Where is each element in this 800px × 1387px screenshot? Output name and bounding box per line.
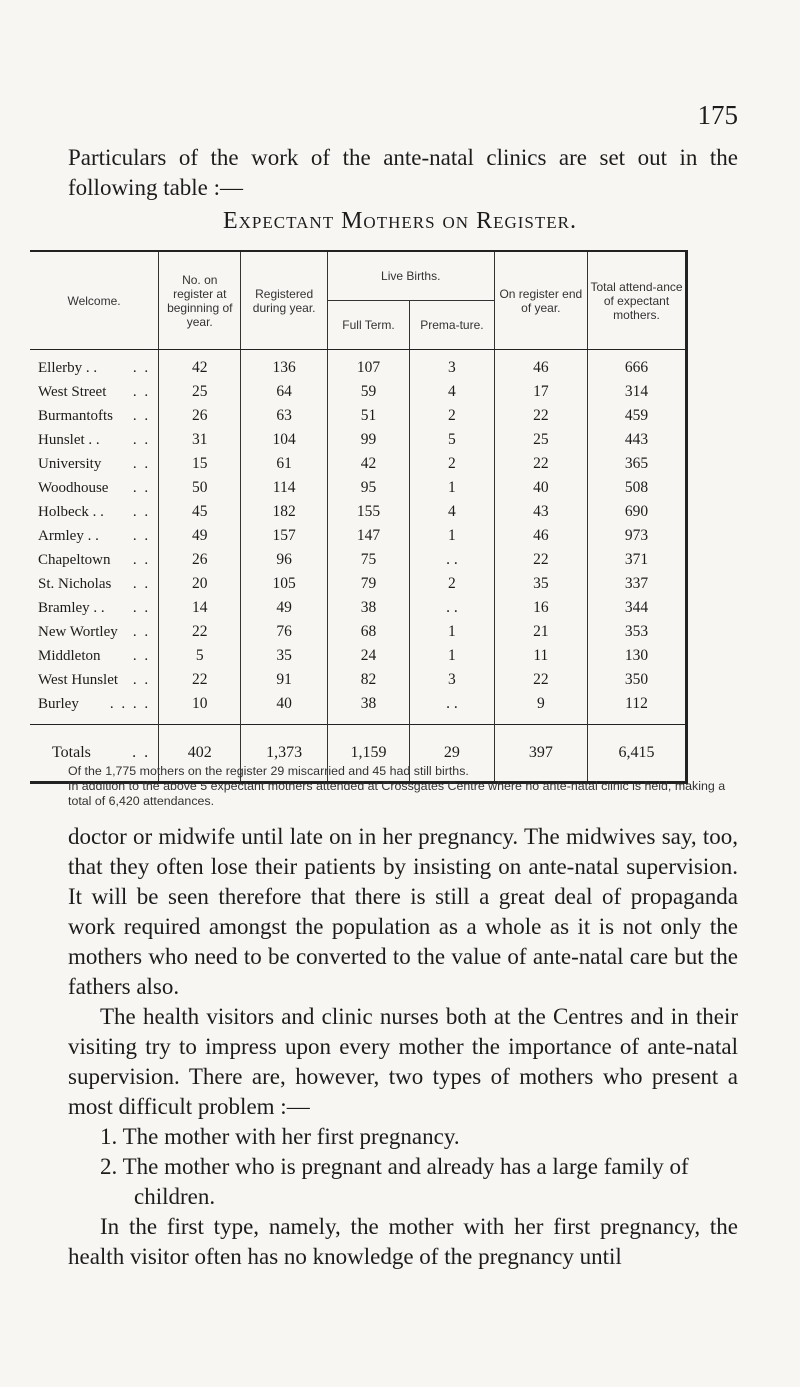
cell-full-term: 79 (327, 572, 409, 596)
cell-on-register-end: 25 (494, 428, 587, 452)
cell-registered: 35 (241, 644, 327, 668)
cell-no-on-register: 50 (159, 476, 241, 500)
welcome-name: Totals (52, 744, 91, 761)
cell-on-register-end: 22 (494, 548, 587, 572)
cell-total-attendance: 314 (588, 380, 685, 404)
cell-total-attendance: 371 (588, 548, 685, 572)
list-item: 1. The mother with her first pregnancy. (100, 1124, 460, 1149)
list-item: 2. The mother who is pregnant and already has a large family of children. (100, 1154, 689, 1209)
leader-dots: . . (132, 599, 151, 616)
cell-registered: 61 (241, 452, 327, 476)
cell-no-on-register: 14 (159, 596, 241, 620)
intro-paragraph: Particulars of the work of the ante-natal clinics are set out in the following table :— (68, 145, 738, 200)
cell-welcome (30, 620, 159, 644)
cell-on-register-end: 22 (494, 668, 587, 692)
cell-no-on-register: 26 (159, 404, 241, 428)
cell-full-term: 75 (327, 548, 409, 572)
cell-full-term: 42 (327, 452, 409, 476)
cell-registered: 114 (241, 476, 327, 500)
cell-full-term: 59 (327, 380, 409, 404)
welcome-name: West Hunslet (38, 671, 119, 688)
table-row (30, 404, 685, 428)
cell-premature: . . (410, 692, 494, 725)
header-premature: Prema-ture. (410, 301, 494, 350)
cell-total-attendance: 6,415 (588, 725, 685, 782)
cell-welcome (30, 428, 159, 452)
cell-welcome (30, 596, 159, 620)
welcome-name: Armley . . (38, 527, 99, 544)
cell-premature: 3 (410, 668, 494, 692)
cell-registered: 49 (241, 596, 327, 620)
body-paragraph-3: In the first type, namely, the mother with her first pregnancy, the health visitor often has no knowledge of the pregnancy until (68, 1214, 738, 1269)
cell-premature: 2 (410, 572, 494, 596)
cell-welcome (30, 692, 159, 725)
body-paragraph-2: The health visitors and clinic nurses both at the Centres and in their visiting try to impress upon every mother the importance of ante-natal supervision. There are, however, two types of mothers who present a most difficult problem :— (68, 1004, 738, 1119)
header-no-on-register: No. on register at beginning of year. (159, 252, 241, 350)
cell-full-term: 51 (327, 404, 409, 428)
cell-registered: 76 (241, 620, 327, 644)
cell-welcome (30, 452, 159, 476)
table-row (30, 572, 685, 596)
header-live-births: Live Births. (327, 252, 494, 301)
cell-premature: 1 (410, 644, 494, 668)
cell-no-on-register: 22 (159, 668, 241, 692)
welcome-name: Burley (38, 695, 79, 712)
table-row (30, 524, 685, 548)
problem-types-list (68, 1122, 738, 1212)
cell-premature: 3 (410, 350, 494, 381)
cell-full-term: 1,159 (327, 725, 409, 782)
leader-dots: . . (132, 551, 151, 568)
cell-total-attendance: 130 (588, 644, 685, 668)
cell-on-register-end: 21 (494, 620, 587, 644)
leader-dots: . . . . (109, 695, 151, 712)
welcome-name: Bramley . . (38, 599, 105, 616)
cell-total-attendance: 508 (588, 476, 685, 500)
cell-registered: 91 (241, 668, 327, 692)
cell-on-register-end: 46 (494, 350, 587, 381)
welcome-name: Ellerby . . (38, 359, 98, 376)
cell-on-register-end: 46 (494, 524, 587, 548)
cell-welcome (30, 548, 159, 572)
cell-on-register-end: 40 (494, 476, 587, 500)
cell-full-term: 24 (327, 644, 409, 668)
table-row (30, 668, 685, 692)
cell-premature: . . (410, 548, 494, 572)
cell-no-on-register: 26 (159, 548, 241, 572)
cell-full-term: 147 (327, 524, 409, 548)
cell-full-term: 38 (327, 596, 409, 620)
cell-registered: 64 (241, 380, 327, 404)
cell-total-attendance: 973 (588, 524, 685, 548)
table-row (30, 644, 685, 668)
welcome-name: Hunslet . . (38, 431, 100, 448)
welcome-name: University (38, 455, 102, 472)
cell-no-on-register: 15 (159, 452, 241, 476)
cell-full-term: 38 (327, 692, 409, 725)
header-welcome: Welcome. (30, 252, 159, 350)
header-on-register-end: On register end of year. (494, 252, 587, 350)
cell-registered: 136 (241, 350, 327, 381)
welcome-name: Woodhouse (38, 479, 109, 496)
header-full-term: Full Term. (327, 301, 409, 350)
cell-on-register-end: 22 (494, 452, 587, 476)
leader-dots: . . (132, 431, 151, 448)
footnote-2: In addition to the above 5 expectant mothers attended at Crossgates Centre where no ante-natal clinic is held, making a total of 6,420 attendances. (68, 779, 726, 808)
header-registered: Registered during year. (241, 252, 327, 350)
cell-welcome (30, 380, 159, 404)
cell-registered: 182 (241, 500, 327, 524)
cell-full-term: 155 (327, 500, 409, 524)
leader-dots: . . (132, 479, 151, 496)
cell-full-term: 107 (327, 350, 409, 381)
cell-registered: 104 (241, 428, 327, 452)
cell-total-attendance: 666 (588, 350, 685, 381)
cell-full-term: 68 (327, 620, 409, 644)
cell-no-on-register: 25 (159, 380, 241, 404)
cell-premature: 1 (410, 524, 494, 548)
table-row (30, 500, 685, 524)
cell-total-attendance: 112 (588, 692, 685, 725)
leader-dots: . . (132, 744, 151, 761)
cell-total-attendance: 690 (588, 500, 685, 524)
table-row (30, 350, 685, 381)
cell-no-on-register: 10 (159, 692, 241, 725)
cell-no-on-register: 45 (159, 500, 241, 524)
leader-dots: . . (132, 503, 151, 520)
table-row (30, 428, 685, 452)
body-paragraph-1: doctor or midwife until late on in her pregnancy. The midwives say, too, that they often lose their patients by insisting on ante-natal supervision. It will be seen therefore that there is still a great deal of propaganda work required amongst the population as a whole as it is not only the mothers who need to be converted to the value of ante-natal care but the fathers also. (68, 824, 738, 999)
welcome-name: West Street (38, 383, 107, 400)
cell-registered: 40 (241, 692, 327, 725)
cell-no-on-register: 49 (159, 524, 241, 548)
leader-dots: . . (132, 623, 151, 640)
cell-on-register-end: 43 (494, 500, 587, 524)
cell-welcome (30, 644, 159, 668)
welcome-name: Burmantofts (38, 407, 113, 424)
cell-on-register-end: 35 (494, 572, 587, 596)
cell-total-attendance: 459 (588, 404, 685, 428)
leader-dots: . . (132, 359, 151, 376)
cell-registered: 96 (241, 548, 327, 572)
table-row (30, 380, 685, 404)
table-footnotes (68, 764, 728, 809)
cell-total-attendance: 365 (588, 452, 685, 476)
leader-dots: . . (132, 575, 151, 592)
footnote-1: Of the 1,775 mothers on the register 29 miscarried and 45 had still births. (68, 764, 469, 778)
cell-total-attendance: 344 (588, 596, 685, 620)
cell-premature: 4 (410, 500, 494, 524)
cell-no-on-register: 402 (159, 725, 241, 782)
cell-on-register-end: 16 (494, 596, 587, 620)
cell-premature: 2 (410, 404, 494, 428)
cell-no-on-register: 42 (159, 350, 241, 381)
table-row (30, 548, 685, 572)
cell-no-on-register: 31 (159, 428, 241, 452)
table-row (30, 692, 685, 725)
cell-registered: 157 (241, 524, 327, 548)
cell-total-attendance: 350 (588, 668, 685, 692)
leader-dots: . . (132, 671, 151, 688)
cell-welcome (30, 572, 159, 596)
table-row (30, 620, 685, 644)
cell-welcome (30, 524, 159, 548)
cell-registered: 63 (241, 404, 327, 428)
cell-registered: 105 (241, 572, 327, 596)
cell-total-attendance: 353 (588, 620, 685, 644)
cell-premature: 29 (410, 725, 494, 782)
welcome-name: St. Nicholas (38, 575, 112, 592)
cell-no-on-register: 22 (159, 620, 241, 644)
body-text (68, 822, 738, 1272)
leader-dots: . . (132, 383, 151, 400)
table-row (30, 476, 685, 500)
table-row (30, 596, 685, 620)
cell-premature: 1 (410, 476, 494, 500)
cell-on-register-end: 11 (494, 644, 587, 668)
cell-no-on-register: 20 (159, 572, 241, 596)
cell-welcome (30, 476, 159, 500)
cell-full-term: 95 (327, 476, 409, 500)
cell-on-register-end: 22 (494, 404, 587, 428)
page-number: 175 (697, 100, 738, 130)
leader-dots: . . (132, 455, 151, 472)
welcome-name: Holbeck . . (38, 503, 104, 520)
cell-premature: . . (410, 596, 494, 620)
cell-registered: 1,373 (241, 725, 327, 782)
cell-premature: 5 (410, 428, 494, 452)
cell-premature: 4 (410, 380, 494, 404)
cell-premature: 2 (410, 452, 494, 476)
expectant-mothers-table (30, 250, 688, 784)
leader-dots: . . (132, 407, 151, 424)
welcome-name: Middleton (38, 647, 101, 664)
leader-dots: . . (132, 527, 151, 544)
table-row (30, 452, 685, 476)
cell-no-on-register: 5 (159, 644, 241, 668)
cell-welcome (30, 404, 159, 428)
welcome-name: New Wortley (38, 623, 118, 640)
cell-premature: 1 (410, 620, 494, 644)
cell-on-register-end: 17 (494, 380, 587, 404)
cell-welcome (30, 668, 159, 692)
cell-total-attendance: 443 (588, 428, 685, 452)
cell-on-register-end: 9 (494, 692, 587, 725)
welcome-name: Chapeltown (38, 551, 111, 568)
leader-dots: . . (132, 647, 151, 664)
cell-full-term: 82 (327, 668, 409, 692)
cell-full-term: 99 (327, 428, 409, 452)
header-total-attendance: Total attend-ance of expectant mothers. (588, 252, 685, 350)
cell-welcome (30, 350, 159, 381)
cell-on-register-end: 397 (494, 725, 587, 782)
cell-welcome (30, 500, 159, 524)
cell-total-attendance: 337 (588, 572, 685, 596)
table-title: Expectant Mothers on Register. (223, 208, 577, 234)
